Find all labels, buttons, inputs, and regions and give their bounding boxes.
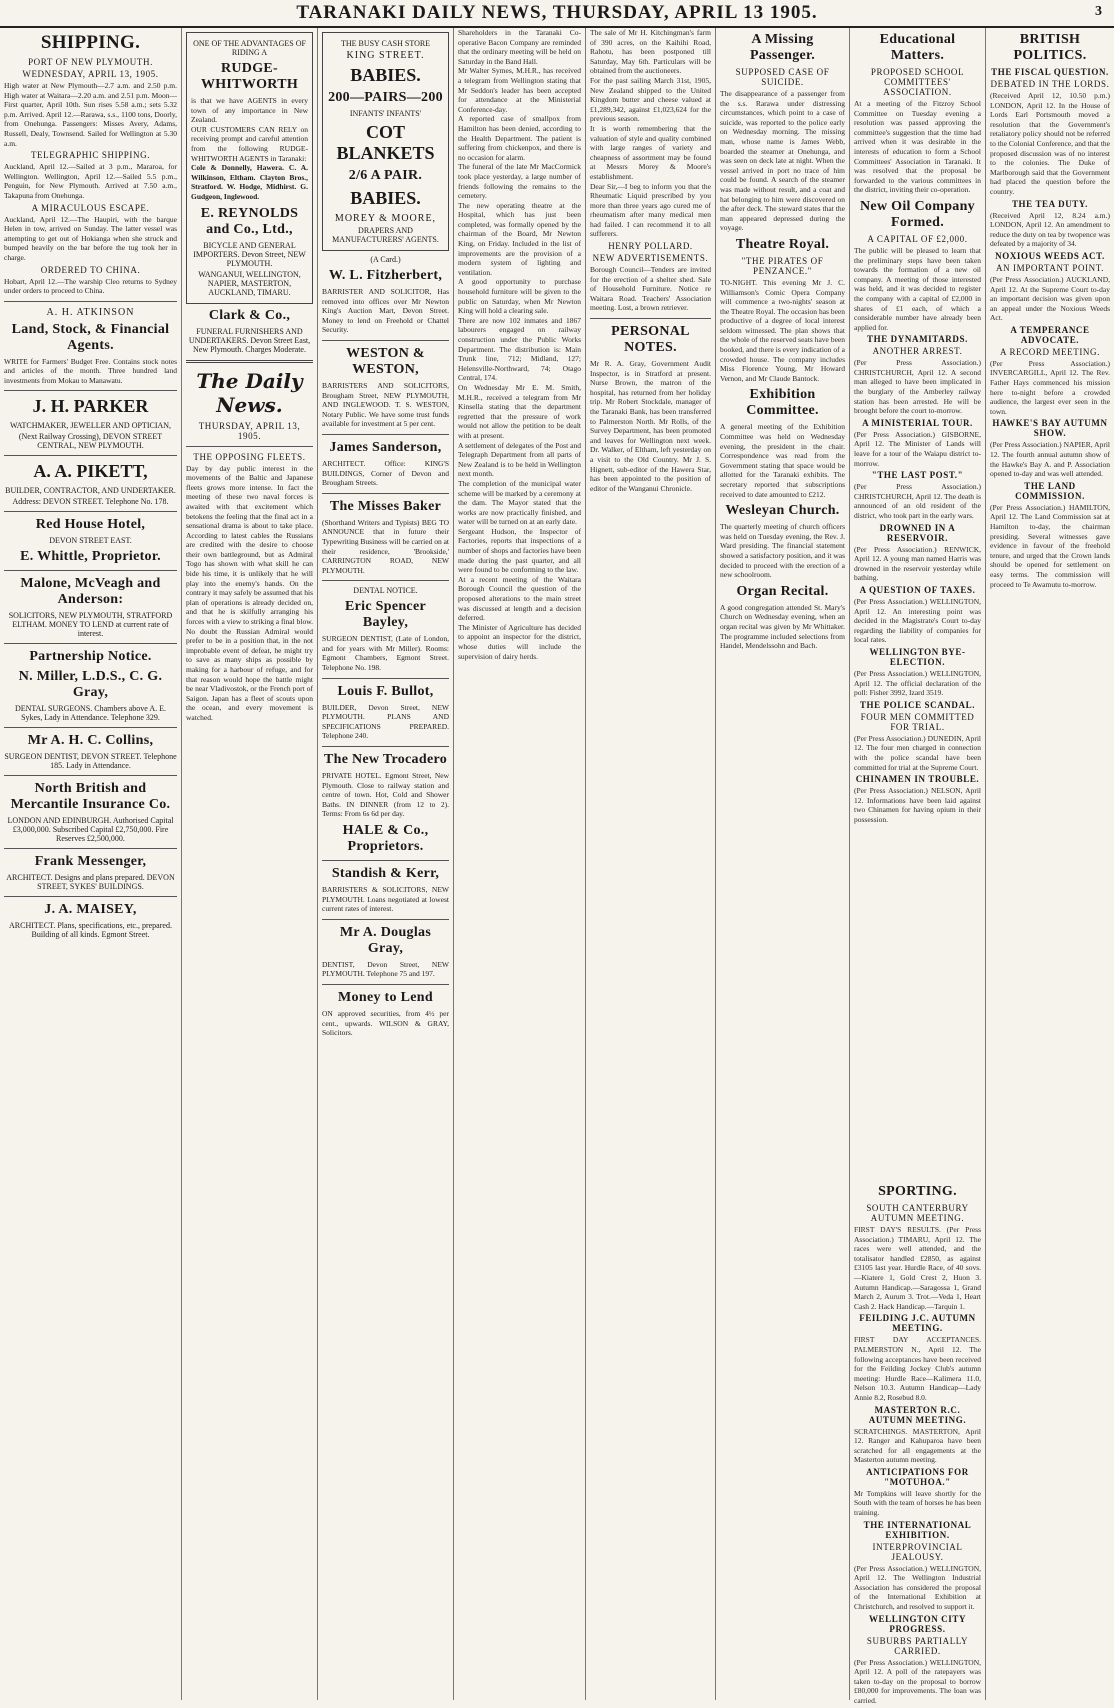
divider: [322, 746, 449, 747]
oil-sub: A CAPITAL OF £2,000.: [867, 233, 968, 244]
douglas-name: Mr A. Douglas Gray,: [339, 924, 432, 956]
notes-p1: The sale of Mr H. Kitchingman's farm of 390 acres, on the Kaihihi Road, Rahotu, has been postponed till Saturday, May 6th. Particulars will be obtained from the auctioneers.: [590, 28, 711, 76]
theatre-sub: "THE PIRATES OF PENZANCE.": [741, 255, 824, 276]
wgtn-sub: SUBURBS PARTIALLY CARRIED.: [866, 1635, 969, 1656]
column-missing-theatre: [716, 28, 850, 1700]
temperance-sub: A RECORD MEETING.: [1000, 346, 1100, 357]
bullot-text: BUILDER, Devon Street, NEW PLYMOUTH. PLANS AND SPECIFICATIONS PREPARED. Telephone 240.: [322, 702, 449, 741]
pikett-addr: Address: DEVON STREET. Telephone No. 178.: [12, 497, 169, 507]
masterton-heading: MASTERTON R.C. AUTUMN MEETING.: [868, 1404, 967, 1425]
news-p9: The completion of the municipal water scheme will be marked by a ceremony at the dam. The Mayor stated that the works are now practically finished, and water will be turned on at an early date.: [458, 478, 581, 527]
news-p11: At a recent meeting of the Waitara Borough Council the question of the proposed alterations to the main street was discussed at length and a decision deferred.: [458, 574, 581, 623]
landcomm-text: (Per Press Association.) HAMILTON, April 12. The Land Commission sat at Hamilton to-day, the chairman presiding. Several witnesses gave evidence in favour of the freehold tenure, and urged that the Crown lands should be opened for settlement on easy terms. The commission will proceed to Te Awamutu to-morrow.: [990, 502, 1110, 589]
news-p10: Sergeant Hudson, the Inspector of Factories, reports that inspections of a number of shops and factories have been made during the past quarter, and all were found to be conforming to the law.: [458, 526, 581, 575]
news-p7: On Wednesday Mr E. M. Smith, M.H.R., received a telegram from Mr Kinsella stating that the department regretted that the pressure of work would not allow the petition to be dealt with at present.: [458, 382, 581, 440]
redhouse-addr: DEVON STREET EAST.: [49, 536, 132, 546]
ad-sanderson: [322, 440, 449, 488]
landcomm-heading: THE LAND COMMISSION.: [1015, 480, 1085, 501]
divider: [4, 775, 177, 776]
oil-text: The public will be pleased to learn that the preliminary steps have been taken towards the formation of a new oil company. A meeting of those interested was held, and it was decided to register the company with a capital of £2,000 in shares of £1 each, of which a considerable number have already been applied for.: [854, 245, 981, 332]
wgtn-text: (Per Press Association.) WELLINGTON, April 12. A poll of the ratepayers was taken to-day on the proposal to borrow £80,000 for improvements. The loan was carried.: [854, 1657, 981, 1705]
drapers: DRAPERS AND MANUFACTURERS' AGENTS.: [332, 226, 439, 244]
news-intro: Shareholders in the Taranaki Co-operative Bacon Company are reminded that the ordinary meeting will be held on Saturday in the Band Hall.: [458, 28, 581, 66]
collins-name: Mr A. H. C. Collins,: [27, 733, 154, 749]
miracle-text: Auckland, April 12.—The Haupiri, with the barque Helen in tow, arrived on Sunday. The latter vessel was attempting to get out of Hokianga when she struck and bumped heavily on the bar before the tug took her in charge.: [4, 214, 177, 262]
clark-text: FUNERAL FURNISHERS AND UNDERTAKERS. Devon Street East, New Plymouth. Charges Moderate.: [188, 326, 311, 354]
china-heading: ORDERED TO CHINA.: [40, 264, 141, 275]
ad-busy-cash-store: [322, 32, 449, 251]
baker-name: The Misses Baker: [329, 498, 442, 514]
rudge-agents: Cole & Donnelly, Hawera. C. A. Wilkinson, Eltham. Clayton Bros., Stratford. W. Hodge, Midhirst. G. Gudgeon, Inglewood.: [191, 163, 308, 201]
divider: [186, 446, 313, 447]
divider: [322, 860, 449, 861]
ad-bayley: [322, 586, 449, 672]
taxes-heading: A QUESTION OF TAXES.: [859, 584, 976, 595]
ad-messenger: [4, 854, 177, 891]
missing-heading: A Missing Passenger.: [749, 32, 816, 63]
byelection-heading: WELLINGTON BYE-ELECTION.: [869, 646, 966, 667]
divider: [322, 678, 449, 679]
column-politics: [986, 28, 1114, 1700]
rudge-brand: RUDGE-WHITWORTH: [200, 61, 299, 92]
divider: [4, 848, 177, 849]
wesleyan-heading: Wesleyan Church.: [725, 503, 840, 519]
news-p2: A reported case of smallpox from Hamilton has been denied, according to the Health Department. The patient is suffering from chickenpox, and there is no occasion for alarm.: [458, 114, 581, 162]
redhouse-prop: E. Whittle, Proprietor.: [20, 549, 161, 565]
interprov-heading: THE INTERNATIONAL EXHIBITION.: [863, 1519, 972, 1540]
messenger-name: Frank Messenger,: [34, 854, 147, 870]
reynolds-name: E. REYNOLDS and Co., Ltd.,: [200, 205, 299, 237]
missing-sub: SUPPOSED CASE OF SUICIDE.: [735, 67, 830, 87]
chinamen-text: (Per Press Association.) NELSON, April 12. Informations have been laid against two Chinamen for having opium in their possession.: [854, 786, 981, 824]
new-adverts-text: Borough Council—Tenders are invited for the erection of a shelter shed. Sale of Household Furniture. Notice re Waitara Road. Teachers' Association meeting. Lost, a brown retriever.: [590, 265, 711, 313]
ad-baker: [322, 499, 449, 576]
news-p4: The new operating theatre at the Hospital, which has just been completed, was formally opened by the chairman of the Board, Mr Newton King, on Friday. Included in the list of improvements are the provision of a modern system of lighting and ventilation.: [458, 200, 581, 277]
fleets-heading: THE OPPOSING FLEETS.: [193, 451, 306, 462]
cot-price: 2/6 A PAIR.: [348, 168, 423, 183]
divider: [186, 360, 313, 363]
divider: [322, 580, 449, 581]
ad-atkinson: [4, 307, 177, 386]
infants-label: INFANTS' INFANTS': [349, 109, 422, 118]
taxes-text: (Per Press Association.) WELLINGTON, April 12. An interesting point was decided in the Magistrate's Court to-day regarding the liability of companies for local rates.: [854, 596, 981, 645]
money-text: ON approved securities, from 4½ per cent., upwards. WILSON & GRAY, Solicitors.: [322, 1008, 449, 1038]
new-adverts-heading: NEW ADVERTISEMENTS.: [592, 253, 709, 264]
hale-name: HALE & Co., Proprietors.: [342, 823, 429, 854]
ad-clark: [186, 308, 313, 354]
weston-name: WESTON & WESTON,: [346, 345, 425, 377]
ad-weston: [322, 346, 449, 429]
morey-moore: MOREY & MOORE,: [334, 213, 437, 224]
card-label: (A Card.): [370, 255, 401, 264]
police-heading: THE POLICE SCANDAL.: [859, 699, 976, 710]
masterton-text: SCRATCHINGS. MASTERTON, April 12. Ranger and Kahuparoa have been scratched for all engagements at the Masterton autumn meeting.: [854, 1426, 981, 1465]
ad-rudge: [186, 32, 313, 304]
dynamitards-text: (Per Press Association.) CHRISTCHURCH, April 12. A second man alleged to have been implicated in the burglary of the Amberley railway station has been arrested. He will be brought before the court to-morrow.: [854, 358, 981, 416]
teaduty-text: (Received April 12, 8.24 a.m.) LONDON, April 12. An amendment to reduce the duty on tea by twopence was defeated by a majority of 34.: [990, 210, 1110, 249]
fleets-text: Day by day public interest in the movements of the Baltic and Japanese fleets grows more intense. In fact the meeting of these two naval forces is awaited with that excitement which betokens the feeling that the final act in a sensational drama is about to take place. According to latest cables the Russians are credited with the desire to choose their own battleground, but as Admiral Togo has shown with what skill he can bide his time, it is unlikely that he will play into the enemy's hands. On the contrary it may safely be assumed that his plan of operations is already decided on, and that he is skilfully arranging his forces with a view to striking a final blow. No doubt the Russian Admiral would prefer to be in a position that, in the not improbable event of defeat, he might try to save as many ships as possible by making for a harbour of refuge, and for that reason would hope the battle might be near Vladivostok, or the French port of Saigon. Japan has a fleet of scouts upon the ocean, and every movement is watched.: [186, 463, 313, 722]
dental-notice: DENTAL NOTICE.: [353, 586, 418, 596]
news-p8: A settlement of delegates of the Post and Telegraph Department from all parts of New Zealand is to be held in Wellington next month.: [458, 440, 581, 479]
miracle-heading: A MIRACULOUS ESCAPE.: [31, 202, 150, 213]
telegraphic-heading: TELEGRAPHIC SHIPPING.: [30, 150, 151, 161]
divider: [590, 318, 711, 319]
news-p3: The funeral of the late Mr MacCormick took place yesterday, a large number of friends following the remains to the cemetery.: [458, 162, 581, 201]
theatre-heading: Theatre Royal.: [735, 236, 830, 252]
column-local-news: [454, 28, 586, 1700]
reynolds-text: BICYCLE AND GENERAL IMPORTERS. Devon Street, NEW PLYMOUTH.: [193, 240, 306, 268]
column-sporting: [850, 1180, 986, 1705]
divider: [4, 301, 177, 302]
masthead-title: TARANAKI DAILY NEWS, THURSDAY, APRIL 13 1905.: [296, 2, 818, 23]
divider: [4, 511, 177, 512]
personal-text: Mr R. A. Gray, Government Audit Inspector, is in Stratford at present. Nurse Brown, the matron of the hospital, has returned from her holiday trip. Mr Robert Stockdale, manager of the Taranaki Bank, has been transferred to Palmerston North. Mr Rolls, of the Survey Department, has been promoted and leaves for Wellington next week. Dr. Walker, of Eltham, left yesterday on a visit to the Old Country. Mr J. S. Hignett, sub-editor of the Hawera Star, has been appointed to the position of editor of the Wanganui Chronicle.: [590, 359, 711, 493]
theatre-text: TO-NIGHT. This evening Mr J. C. Williamson's Comic Opera Company will commence a two-nights' season at the Theatre Royal. The occasion has been productive of a degree of local interest seldom witnessed. The plan shows that the whole of the reserved seats have been booked, and there is every indication of a crowded house. The company includes Miss Florence Young, Mr Howard Vernon, and Mr Claude Bantock.: [720, 277, 845, 383]
lastpost-heading: "THE LAST POST.": [871, 470, 964, 481]
exhibition-text: A general meeting of the Exhibition Committee was held on Wednesday evening, the president in the chair. Correspondence was read from the Government stating that space would be allotted for the Taranaki exhibits. The secretary reported that subscriptions received to date amounted to £212.: [720, 422, 845, 499]
messenger-text: ARCHITECT. Designs and plans prepared. DEVON STREET, SYKES' BUILDINGS.: [6, 873, 175, 892]
police-sub: FOUR MEN COMMITTED FOR TRIAL.: [860, 711, 975, 732]
divider: [322, 984, 449, 985]
hawkes-text: (Per Press Association.) NAPIER, April 12. The fourth annual autumn show of the Hawke's Bay A. and P. Association opened to-day and was well attended.: [990, 440, 1110, 479]
divider: [4, 727, 177, 728]
sporting-heading: SPORTING.: [878, 1184, 957, 1199]
money-name: Money to Lend: [338, 989, 433, 1005]
divider: [4, 896, 177, 897]
motuhoa-heading: ANTICIPATIONS FOR "MOTUHOA.": [866, 1466, 969, 1487]
teaduty-heading: THE TEA DUTY.: [1011, 198, 1089, 209]
column-notes: [586, 28, 716, 1700]
china-text: Hobart, April 12.—The warship Cleo returns to Sydney under orders to proceed to China.: [4, 276, 177, 296]
divider: [4, 455, 177, 456]
trocadero-text: PRIVATE HOTEL. Egmont Street, New Plymouth. Close to railway station and centre of town. Hot, Cold and Shower Baths. IN DINNER (from 12 to 2). Terms: From 6s 6d per day.: [322, 771, 449, 819]
news-p6: There are now 102 inmates and 1867 labourers engaged on railway construction under the Public Works Department. The distribution is: Main Trunk line, 712; Midland, 127; Helensville-Northward, 74; Otago Central, 174.: [458, 315, 581, 383]
noxious-sub: AN IMPORTANT POINT.: [995, 262, 1105, 273]
lastpost-text: (Per Press Association.) CHRISTCHURCH, April 12. The death is announced of an old resident of the district, who took part in the early wars.: [854, 482, 981, 520]
redhouse-name: Red House Hotel,: [35, 517, 146, 533]
notes-p2: For the past sailing March 31st, 1905, New Zealand shipped to the United Kingdom butter and cheese valued at £1,289,342, against £1,023,624 for the previous season.: [590, 75, 711, 124]
partnership-heading: Partnership Notice.: [29, 649, 152, 665]
pikett-trade: BUILDER, CONTRACTOR, AND UNDERTAKER.: [5, 486, 176, 496]
shipping-port: PORT OF NEW PLYMOUTH.: [28, 57, 153, 67]
chinamen-heading: CHINAMEN IN TROUBLE.: [855, 774, 980, 785]
ad-northbritish: [4, 781, 177, 843]
feilding-text: FIRST DAY ACCEPTANCES. PALMERSTON N., April 12. The following acceptances have been received for the Feilding Jockey Club's autumn meeting: Hurdle Race—Kalimera 11.0, Nelson 10.3. Autumn Handicap—Lady Annie 8.2, Rosebud 8.0.: [854, 1335, 981, 1402]
shipping-date: WEDNESDAY, APRIL 13, 1905.: [22, 69, 159, 79]
ad-standish: [322, 866, 449, 914]
ad-partnership: [4, 649, 177, 722]
fitzherbert-name: W. L. Fitzherbert,: [328, 268, 443, 283]
news-p12: The Minister of Agriculture has decided to appoint an inspector for the district, whose duties will include the supervision of dairy herds.: [458, 622, 581, 661]
collins-text: SURGEON DENTIST, DEVON STREET. Telephone 185. Lady in Attendance.: [4, 752, 177, 771]
ad-fitzherbert: [322, 255, 449, 335]
store-street: KING STREET.: [346, 50, 425, 61]
temperance-text: (Per Press Association.) INVERCARGILL, April 12. The Rev. Father Hays commenced his mission here to-night before a crowded audience, the largest ever seen in the town.: [990, 358, 1110, 416]
ad-pikett: [4, 461, 177, 506]
store-name: THE BUSY CASH STORE: [340, 39, 431, 48]
pairs-count: 200—PAIRS—200: [328, 90, 443, 105]
rudge-advantages: ONE OF THE ADVANTAGES OF RIDING A: [193, 39, 306, 57]
debated-sub: DEBATED IN THE LORDS.: [990, 79, 1110, 89]
noxious-heading: NOXIOUS WEEDS ACT.: [995, 250, 1105, 261]
divider: [322, 340, 449, 341]
sporting-sub: SOUTH CANTERBURY AUTUMN MEETING.: [866, 1203, 969, 1223]
ad-collins: [4, 733, 177, 770]
ad-bullot: [322, 684, 449, 741]
tour-text: (Per Press Association.) GISBORNE, April 12. The Minister of Lands will leave for a tour of the Waiapu district to-morrow.: [854, 429, 981, 468]
edu-text: At a meeting of the Fitzroy School Committee on Tuesday evening a resolution was passed approving the committee's suggestion that the time had arrived when it was desirable in the interests of education to form a School Committees' Association in Taranaki. It was resolved that the proposal be forwarded to the various committees in the district, inviting their co-operation.: [854, 99, 981, 195]
interprov-sub: INTERPROVINCIAL JEALOUSY.: [872, 1541, 963, 1562]
byelection-text: (Per Press Association.) WELLINGTON, April 12. The official declaration of the poll: Fisher 3992, Izard 3519.: [854, 668, 981, 698]
ad-redhouse: [4, 517, 177, 565]
personal-heading: PERSONAL NOTES.: [611, 324, 690, 356]
standish-name: Standish & Kerr,: [331, 866, 440, 881]
politics-heading: BRITISH POLITICS.: [1013, 32, 1087, 63]
bayley-text: SURGEON DENTIST, (Late of London, and for years with Mr Miller). Rooms: Egmont Chambers, Egmont Street. Telephone No. 198.: [322, 634, 449, 673]
news-p5: A good opportunity to purchase household furniture will be given to the public on Saturday, when Mr Newton King will hold a clearing sale.: [458, 277, 581, 316]
divider: [4, 643, 177, 644]
page-number: 3: [1095, 4, 1102, 19]
column-shipping: [0, 28, 182, 1700]
column-rudge-editorial: [182, 28, 318, 1700]
northbritish-name: North British and Mercantile Insurance Co.: [10, 781, 171, 813]
hawkes-heading: HAWKE'S BAY AUTUMN SHOW.: [992, 418, 1108, 439]
wesleyan-text: The quarterly meeting of church officers was held on Tuesday evening, the Rev. J. Ward presiding. The financial statement showed a satisfactory position, and it was decided to proceed with the erection of a new schoolroom.: [720, 522, 845, 580]
rudge-text: is that we have AGENTS in every town of any importance in New Zealand.: [191, 96, 308, 125]
divider: [322, 493, 449, 494]
telegraphic-text: Auckland, April 12.—Sailed at 3 p.m., Mararoa, for Wellington. Wellington, April 12.—Sailed 5.5 p.m., Penguin, for New Plymouth. Arrived at 7.50 a.m., Takapuna from Onehunga.: [4, 162, 177, 200]
malone-name: Malone, McVeagh and Anderson:: [20, 576, 161, 608]
fitzherbert-text: BARRISTER AND SOLICITOR, Has removed into offices over Mr Newton King's Auction Mart, Devon Street. Money to lend on Freehold or Chattel Security.: [322, 287, 449, 335]
oil-heading: New Oil Company Formed.: [860, 198, 975, 230]
ad-money: [322, 990, 449, 1038]
maisey-name: J. A. MAISEY,: [44, 902, 137, 918]
shipping-heading: SHIPPING.: [40, 32, 141, 53]
ad-malone: [4, 576, 177, 638]
paper-date: THURSDAY, APRIL 13, 1905.: [198, 420, 301, 441]
divider: [322, 434, 449, 435]
sanderson-name: James Sanderson,: [329, 439, 442, 455]
notes-signature: HENRY POLLARD.: [608, 241, 693, 252]
missing-text: The disappearance of a passenger from the s.s. Rarawa under distressing circumstances, which point to a case of suicide, was reported to the police early on Wednesday morning. The missing man, whose name is James Webb, boarded the steamer at Onehunga, and was seen on deck late at night. When the vessel arrived in port no trace of him could be found. A search of the steamer was made without result, and a coat and hat belonging to him were discovered on the after deck. The steward states that the man appeared depressed during the voyage.: [720, 89, 845, 233]
edu-sub: PROPOSED SCHOOL COMMITTEES' ASSOCIATION.: [870, 67, 965, 97]
paper-nameplate: The Daily News.: [196, 368, 303, 417]
notes-p4: Dear Sir,—I beg to inform you that the Rheumatic Liquid prescribed by you more than three years ago cured me of rheumatism after many medical men had failed. I can recommend it to all sufferers.: [590, 181, 711, 239]
ad-parker: [4, 396, 177, 450]
atkinson-name: A. H. ATKINSON: [46, 306, 135, 318]
baker-text: (Shorthand Writers and Typists) BEG TO ANNOUNCE that in future their Typewriting Business will be carried on at their residence, 'Brookside,' CARRINGTON ROAD, NEW PLYMOUTH.: [322, 517, 449, 575]
exhibition-heading: Exhibition Committee.: [746, 387, 819, 419]
miller-text: DENTAL SURGEONS. Chambers above A. E. Sykes, Lady in Attendance. Telephone 329.: [14, 704, 167, 723]
organ-text: A good congregation attended St. Mary's Church on Wednesday evening, when an organ recital was given by Mr Whittaker. The programme included selections from Handel, Mendelssohn and Bach.: [720, 602, 845, 651]
column-store-ads: [318, 28, 454, 1700]
divider: [322, 919, 449, 920]
miller-name: N. Miller, L.D.S., C. G. Gray,: [18, 669, 163, 701]
sanderson-text: ARCHITECT. Office: KING'S BUILDINGS, Corner of Devon and Brougham Streets.: [322, 458, 449, 488]
drowned-heading: DROWNED IN A RESERVOIR.: [879, 522, 956, 543]
masthead: [0, 0, 1114, 28]
notes-p3: It is worth remembering that the valuation of style and quality combined with large ranges of variety and cheapness of assortment may be found at Messrs Morey & Moore's establishment.: [590, 123, 711, 181]
divider: [4, 390, 177, 391]
weston-text: BARRISTERS AND SOLICITORS, Brougham Street, NEW PLYMOUTH, AND INGLEWOOD. T. S. WESTON, Notary Public. We have some trust funds available for investment at 5 per cent.: [322, 380, 449, 429]
parker-name: J. H. PARKER: [32, 396, 149, 417]
trocadero-name: The New Trocadero: [323, 752, 448, 768]
atkinson-trade: Land, Stock, & Financial Agents.: [11, 321, 170, 353]
interprov-text: (Per Press Association.) WELLINGTON, April 12. The Wellington Industrial Association has considered the proposal of the International Exhibition at Christchurch, and resolved to support it.: [854, 1563, 981, 1612]
fiscal-heading: THE FISCAL QUESTION.: [991, 67, 1109, 77]
shipping-text: High water at New Plymouth—2.7 a.m. and 2.50 p.m. High water at Waitara—2.20 a.m. and 2.51 p.m. Moon—First quarter, April 10th. Sun rises 5.58 a.m.; sets 5.32 p.m. Arrived. April 12.—Rarawa, s.s., 1100 tons, Doorly, from Onehunga. Passengers: Misses Avery, Adams, Russell, Dealy, Townsend. Sailed for Wellington at 5.30 a.m.: [4, 81, 177, 148]
bullot-name: Louis F. Bullot,: [337, 683, 434, 699]
douglas-text: DENTIST, Devon Street, NEW PLYMOUTH. Telephone 75 and 197.: [322, 959, 449, 979]
drowned-text: (Per Press Association.) RENWICK, April 12. A young man named Harris was drowned in the reservoir yesterday while bathing.: [854, 544, 981, 583]
organ-heading: Organ Recital.: [736, 583, 829, 599]
maisey-text: ARCHITECT. Plans, specifications, etc., prepared. Building of all kinds. Egmont Street.: [9, 921, 172, 940]
edu-heading: Educational Matters.: [879, 32, 956, 63]
tour-heading: A MINISTERIAL TOUR.: [862, 417, 973, 428]
standish-text: BARRISTERS & SOLICITORS, NEW PLYMOUTH. Loans negotiated at lowest current rates of interest.: [322, 885, 449, 914]
babies-heading-1: BABIES.: [350, 65, 421, 85]
ad-douglas: [322, 925, 449, 979]
feilding-heading: FEILDING J.C. AUTUMN MEETING.: [859, 1313, 976, 1334]
cot-blankets: COT BLANKETS: [336, 122, 435, 163]
pikett-name: A. A. PIKETT,: [33, 461, 148, 482]
parker-trade: WATCHMAKER, JEWELLER AND OPTICIAN,: [9, 421, 172, 431]
noxious-text: (Per Press Association.) AUCKLAND, April 12. At the Supreme Court to-day an important decision was given upon an appeal under the Noxious Weeds Act.: [990, 274, 1110, 323]
parker-addr: (Next Railway Crossing), DEVON STREET CENTRAL, NEW PLYMOUTH.: [18, 432, 163, 451]
reynolds-depots: WANGANUI, WELLINGTON, NAPIER, MASTERTON, AUCKLAND, TIMARU.: [198, 269, 301, 297]
babies-heading-2: BABIES.: [350, 188, 421, 208]
politics-text: (Received April 12, 10.50 p.m.) LONDON, April 12. In the House of Lords Earl Portsmouth moved a resolution that the Government's retaliatory policy should not be referred to the Colonial Conference, and that the proposed discussion was of no interest to the colonies. The Duke of Marlborough said that the Government had placed the question before the country.: [990, 91, 1110, 196]
motuhoa-text: Mr Tompkins will leave shortly for the South with the team of horses he has been training.: [854, 1488, 981, 1518]
northbritish-text: LONDON AND EDINBURGH. Authorised Capital £3,000,000. Subscribed Capital £2,750,000. Fire Reserves £2,500,000.: [7, 816, 174, 844]
malone-text: SOLICITORS, NEW PLYMOUTH, STRATFORD ELTHAM. MONEY TO LEND at current rate of interest.: [8, 611, 173, 639]
sporting-text: FIRST DAY'S RESULTS. (Per Press Association.) TIMARU, April 12. The races were well attended, and the totalisator handled £2850, as against £3105 last year. Hurdle Race, of 40 sovs.—Kiatere 1, Gold Crest 2, Huon 3. Autumn Handicap.—Saragossa 1, Grand March 2, Aurum 3. Trot.—Veda 1, Heart Cash 2. Hack Handicap.—Tarquin 1.: [854, 1225, 981, 1311]
divider: [4, 570, 177, 571]
dynamitards-heading: THE DYNAMITARDS.: [867, 334, 968, 345]
temperance-heading: A TEMPERANCE ADVOCATE.: [1010, 324, 1090, 345]
news-p1: Mr Walter Symes, M.H.R., has received a telegram from Wellington stating that Mr Seddon's leader has been accepted for attendance at the Ministerial Conference-day.: [458, 66, 581, 114]
wgtn-heading: WELLINGTON CITY PROGRESS.: [868, 1613, 967, 1634]
bayley-name: Eric Spencer Bayley,: [345, 599, 426, 631]
police-text: (Per Press Association.) DUNEDIN, April 12. The four men charged in connection with the police scandal have been committed for trial at the Supreme Court.: [854, 733, 981, 772]
atkinson-text: WRITE for Farmers' Budget Free. Contains stock notes and articles of the month. Three hundred land investments from Mokau to Manawatu.: [4, 356, 177, 385]
ad-trocadero: [322, 752, 449, 855]
rudge-text2: OUR CUSTOMERS CAN RELY on receiving prompt and careful attention from the following RUDGE-WHITWORTH AGENTS in Taranaki:: [191, 124, 308, 163]
dynamitards-sub: ANOTHER ARREST.: [872, 346, 963, 357]
ad-maisey: [4, 902, 177, 939]
clark-name: Clark & Co.,: [208, 307, 291, 323]
